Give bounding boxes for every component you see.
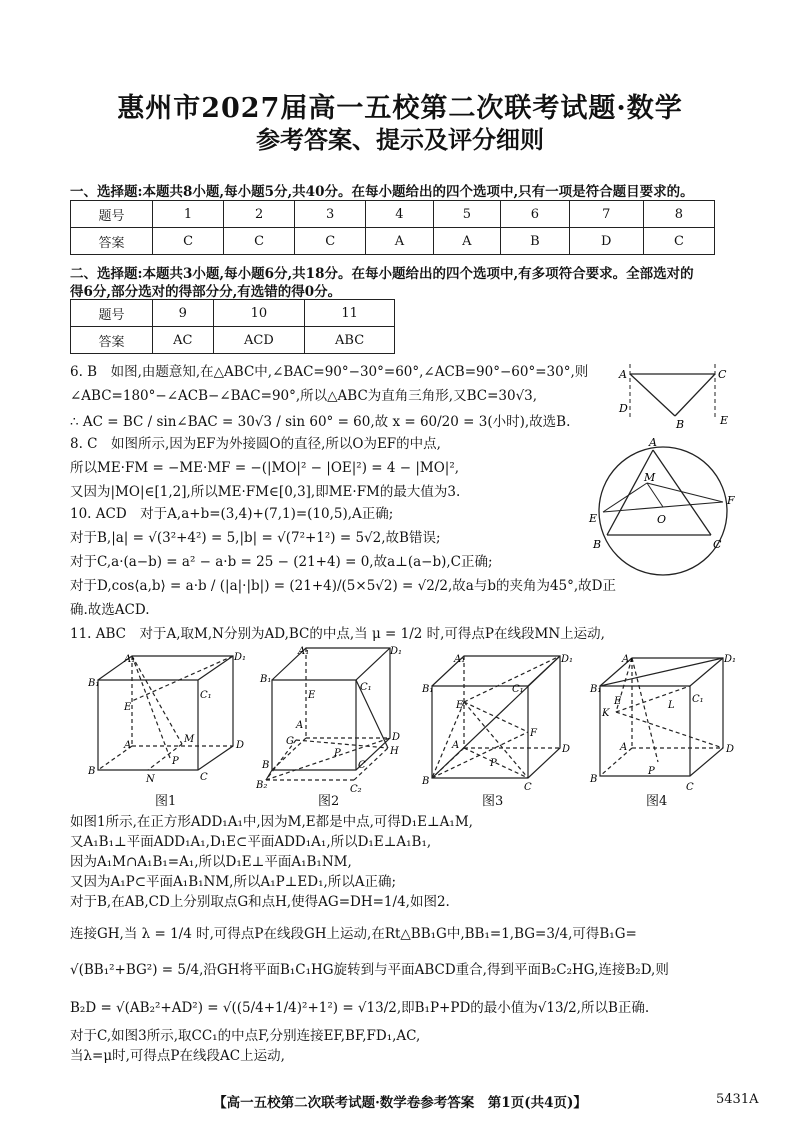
svg-text:A: A [296, 720, 304, 731]
svg-text:D: D [562, 744, 571, 755]
svg-text:E: E [124, 702, 132, 713]
table-row [71, 327, 395, 354]
q8-figure [585, 436, 745, 586]
svg-text:B: B [590, 774, 598, 785]
svg-text:F: F [530, 728, 537, 739]
cube-figure-2 [256, 640, 416, 800]
svg-text:G: G [286, 736, 294, 747]
svg-text:C: C [524, 782, 532, 793]
figure-caption-2: 图2 [318, 794, 340, 809]
table-cell: 2 [224, 201, 295, 228]
q11-text-line: 因为A₁M∩A₁B₁=A₁,所以D₁E⊥平面A₁B₁NM, [70, 854, 352, 870]
q11-text-line: 如图1所示,在正方形ADD₁A₁中,因为M,E都是中点,可得D₁E⊥A₁M, [70, 814, 473, 830]
svg-text:P: P [648, 766, 655, 777]
table-cell: 11 [305, 300, 395, 327]
page-title: 惠州市2027届高一五校第二次联考试题·数学 [117, 93, 683, 124]
figure-caption-3: 图3 [482, 794, 504, 809]
segment-ab [607, 450, 653, 535]
table-cell: 1 [153, 201, 224, 228]
label-c: C [713, 538, 722, 551]
svg-text:M: M [184, 734, 195, 745]
svg-text:B₁: B₁ [422, 684, 434, 695]
label-a: A [649, 436, 657, 449]
q10-line3: 对于C,a·(a−b) = a² − a·b = 25 − (21+4) = 0,故a⊥(a−b),C正确; [70, 554, 493, 570]
cube-figure-4 [588, 650, 748, 800]
table-cell: 5 [433, 201, 500, 228]
q11-text-line: 又因为A₁P⊂平面A₁B₁NM,所以A₁P⊥ED₁,所以A正确; [70, 874, 397, 890]
table-cell: A [433, 228, 500, 255]
svg-text:C₁: C₁ [692, 694, 704, 705]
q8-line1: 8. C 如图所示,因为EF为外接圆O的直径,所以O为EF的中点, [70, 436, 441, 452]
paper-code: 5431A [716, 1092, 759, 1107]
svg-text:B₁: B₁ [590, 684, 602, 695]
table-cell: 4 [366, 201, 433, 228]
label-d: D [619, 402, 628, 415]
label-m: M [644, 471, 656, 484]
svg-text:D₁: D₁ [234, 652, 247, 663]
label-a: A [619, 368, 627, 381]
q8-line3: 又因为|MO|∈[1,2],所以ME·FM∈[0,3],即ME·FM的最大值为3. [70, 484, 461, 500]
svg-text:E: E [456, 700, 464, 711]
q10-line5: 确.故选ACD. [70, 602, 150, 618]
svg-text:P: P [490, 758, 497, 769]
svg-text:A₁: A₁ [298, 646, 310, 657]
svg-text:A: A [124, 740, 132, 751]
table-cell: C [153, 228, 224, 255]
svg-text:B₁: B₁ [260, 674, 272, 685]
label-b: B [593, 538, 602, 551]
svg-text:D: D [726, 744, 735, 755]
row-label: 答案 [71, 327, 153, 354]
svg-text:E: E [614, 696, 622, 707]
table-cell: D [569, 228, 643, 255]
svg-text:C: C [200, 772, 208, 783]
svg-text:C: C [686, 782, 694, 793]
segment-bc [675, 374, 715, 416]
svg-text:P: P [172, 756, 179, 767]
q6-line3: ∴ AC = BC / sin∠BAC = 30√3 / sin 60° = 60,故 x = 60/20 = 3(小时),故选B. [70, 414, 571, 430]
svg-text:B₂: B₂ [256, 780, 268, 791]
section2-heading-line2: 得6分,部分选对的得部分分,有选错的得0分。 [70, 284, 342, 300]
q11-text-line: 对于B,在AB,CD上分别取点G和点H,使得AG=DH=1/4,如图2. [70, 894, 450, 910]
svg-text:D: D [236, 740, 245, 751]
table-cell: 8 [643, 201, 714, 228]
row-label: 题号 [71, 201, 153, 228]
table-row [71, 201, 715, 228]
table-cell: B [501, 228, 570, 255]
svg-text:D₁: D₁ [724, 654, 737, 665]
table-cell: C [643, 228, 714, 255]
svg-text:C₁: C₁ [360, 682, 372, 693]
svg-text:C₂: C₂ [350, 784, 362, 795]
table-row [71, 300, 395, 327]
svg-text:B₁: B₁ [88, 678, 100, 689]
svg-text:A₁: A₁ [454, 654, 466, 665]
q10-line4: 对于D,cos⟨a,b⟩ = a·b / (|a|·|b|) = (21+4)/(5×5√2) = √2/2,故a与b的夹角为45°,故D正 [70, 578, 616, 594]
q11-text-line: 连接GH,当 λ = 1/4 时,可得点P在线段GH上运动,在Rt△BB₁G中,BB₁=1,BG=3/4,可得B₁G= [70, 926, 637, 942]
table-cell: A [366, 228, 433, 255]
svg-text:A₁: A₁ [124, 654, 136, 665]
table-cell: 7 [569, 201, 643, 228]
table-cell: 9 [153, 300, 214, 327]
q10-line2: 对于B,|a| = √(3²+4²) = 5,|b| = √(7²+1²) = 5√2,故B错误; [70, 530, 441, 546]
figure-caption-1: 图1 [155, 794, 177, 809]
segment-mf [647, 483, 723, 502]
q6-line1: 6. B 如图,由题意知,在△ABC中,∠BAC=90°−30°=60°,∠ACB=90°−60°=30°,则 [70, 364, 589, 380]
svg-text:D₁: D₁ [390, 646, 403, 657]
svg-text:K: K [602, 708, 610, 719]
cube-figure-1 [88, 648, 248, 808]
label-b: B [676, 418, 685, 430]
label-o: O [657, 513, 667, 526]
page-subtitle: 参考答案、提示及评分细则 [256, 125, 544, 154]
label-e: E [589, 512, 598, 525]
table-cell: ABC [305, 327, 395, 354]
svg-text:N: N [146, 774, 155, 785]
section1-heading: 一、选择题:本题共8小题,每小题5分,共40分。在每小题给出的四个选项中,只有一项是符合题目要求的。 [70, 184, 694, 200]
svg-text:B: B [422, 776, 430, 787]
svg-text:H: H [390, 746, 399, 757]
page-footer: 【高一五校第二次联考试题·数学卷参考答案 第1页(共4页)】 [213, 1095, 587, 1111]
q11-text-line: 当λ=μ时,可得点P在线段AC上运动, [70, 1048, 285, 1064]
svg-text:B: B [88, 766, 96, 777]
svg-text:E: E [308, 690, 316, 701]
q10-line1: 10. ACD 对于A,a+b=(3,4)+(7,1)=(10,5),A正确; [70, 506, 394, 522]
table-row [71, 228, 715, 255]
q11-text-line: 对于C,如图3所示,取CC₁的中点F,分别连接EF,BF,FD₁,AC, [70, 1028, 421, 1044]
q11-text-line: B₂D = √(AB₂²+AD²) = √((5/4+1/4)²+1²) = √13/2,即B₁P+PD的最小值为√13/2,所以B正确. [70, 1000, 650, 1016]
svg-text:C₁: C₁ [512, 684, 524, 695]
cube-figure-3 [420, 648, 580, 798]
table-cell: 10 [213, 300, 305, 327]
svg-text:A: A [620, 742, 628, 753]
table-cell: ACD [213, 327, 305, 354]
q11-text-line: √(BB₁²+BG²) = 5/4,沿GH将平面B₁C₁HG旋转到与平面ABCD重合,得到平面B₂C₂HG,连接B₂D,则 [70, 962, 669, 978]
svg-text:L: L [668, 700, 675, 711]
q11-text-line: 又A₁B₁⊥平面ADD₁A₁,D₁E⊂平面ADD₁A₁,所以D₁E⊥A₁B₁, [70, 834, 432, 850]
label-e: E [720, 414, 729, 427]
svg-text:B: B [262, 760, 270, 771]
svg-text:A: A [452, 740, 460, 751]
label-f: F [727, 494, 735, 507]
q6-figure [610, 358, 740, 430]
svg-text:C: C [358, 760, 366, 771]
table-cell: C [224, 228, 295, 255]
segment-me [603, 483, 647, 512]
svg-text:D: D [392, 732, 401, 743]
section2-heading-line1: 二、选择题:本题共3小题,每小题6分,共18分。在每小题给出的四个选项中,有多项符合要求。全部选对的 [70, 266, 694, 282]
svg-text:C₁: C₁ [200, 690, 212, 701]
row-label: 答案 [71, 228, 153, 255]
row-label: 题号 [71, 300, 153, 327]
q6-line2: ∠ABC=180°−∠ACB−∠BAC=90°,所以△ABC为直角三角形,又BC=30√3, [70, 388, 538, 404]
answer-table-2 [70, 299, 395, 354]
q8-line2: 所以ME·FM = −ME·MF = −(|MO|² − |OE|²) = 4 − |MO|², [70, 460, 460, 476]
table-cell: 6 [501, 201, 570, 228]
svg-text:P: P [334, 748, 341, 759]
figure-caption-4: 图4 [646, 794, 668, 809]
label-c: C [718, 368, 727, 381]
table-cell: 3 [295, 201, 366, 228]
svg-text:D₁: D₁ [561, 654, 574, 665]
table-cell: AC [153, 327, 214, 354]
table-cell: C [295, 228, 366, 255]
answer-table-1 [70, 200, 715, 255]
q11-line1: 11. ABC 对于A,取M,N分别为AD,BC的中点,当 μ = 1/2 时,可得点P在线段MN上运动, [70, 626, 605, 642]
segment-ab [630, 374, 675, 416]
svg-text:A₁: A₁ [622, 654, 634, 665]
